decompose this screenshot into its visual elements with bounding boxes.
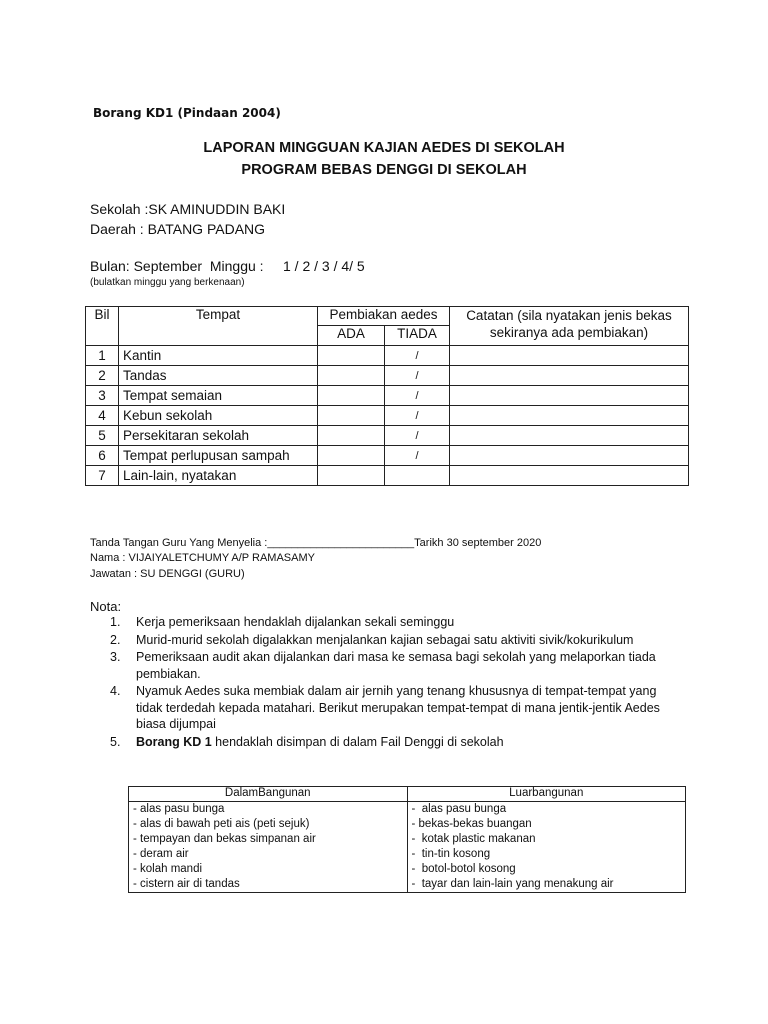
dalam-item: - tempayan dan bekas simpanan air — [133, 833, 316, 845]
row-catatan — [450, 406, 689, 426]
row-tiada: / — [385, 366, 450, 386]
form-code: Borang KD1 (Pindaan 2004) — [93, 106, 281, 120]
report-title: LAPORAN MINGGUAN KAJIAN AEDES DI SEKOLAH — [203, 140, 565, 156]
header-dalam-bangunan: DalamBangunan — [129, 787, 408, 802]
bulatkan-note: (bulatkan minggu yang berkenaan) — [90, 277, 245, 288]
nota-list — [110, 614, 680, 751]
header-bil: Bil — [86, 307, 119, 346]
row-catatan — [450, 386, 689, 406]
row-ada — [318, 346, 385, 366]
row-tempat: Tempat perlupusan sampah — [119, 446, 318, 466]
row-tiada: / — [385, 406, 450, 426]
luar-bangunan-list — [407, 802, 686, 893]
table-row — [86, 346, 689, 366]
nota-text-wrap — [136, 683, 680, 733]
dalam-bangunan-list — [129, 802, 408, 893]
row-catatan — [450, 426, 689, 446]
nota-number: 2. — [110, 632, 121, 647]
row-bil: 6 — [86, 446, 119, 466]
row-bil: 1 — [86, 346, 119, 366]
dalam-item: - deram air — [133, 848, 189, 860]
header-luar-bangunan: Luarbangunan — [407, 787, 686, 802]
daerah-field: Daerah : BATANG PADANG — [90, 221, 266, 237]
nota-text-wrap — [136, 632, 633, 649]
signature-line: Tanda Tangan Guru Yang Menyelia :________________________Tarikh 30 september 2020 — [90, 537, 542, 549]
nota-label: Nota: — [90, 599, 122, 614]
inspection-table — [85, 306, 689, 486]
row-bil: 5 — [86, 426, 119, 446]
table-row — [86, 466, 689, 486]
nota-text: Pemeriksaan audit akan dijalankan dari masa ke semasa bagi sekolah yang melaporkan tiada pembiakan. — [136, 650, 660, 681]
jawatan-field: Jawatan : SU DENGGI (GURU) — [90, 568, 245, 580]
row-ada — [318, 466, 385, 486]
row-tempat: Tandas — [119, 366, 318, 386]
luar-item: - bekas-bekas buangan — [411, 818, 532, 830]
row-bil: 7 — [86, 466, 119, 486]
luar-item: - botol-botol kosong — [411, 863, 516, 875]
row-ada — [318, 406, 385, 426]
row-tempat: Persekitaran sekolah — [119, 426, 318, 446]
nama-field: Nama : VIJAIYALETCHUMY A/P RAMASAMY — [90, 552, 315, 564]
nota-item — [110, 614, 680, 631]
row-tiada — [385, 466, 450, 486]
luar-item: - kotak plastic makanan — [411, 833, 536, 845]
header-catatan: Catatan (sila nyatakan jenis bekas sekiranya ada pembiakan) — [450, 307, 689, 346]
program-title: PROGRAM BEBAS DENGGI DI SEKOLAH — [241, 162, 527, 178]
nota-text: hendaklah disimpan di dalam Fail Denggi di sekolah — [211, 734, 504, 749]
row-catatan — [450, 466, 689, 486]
row-ada — [318, 426, 385, 446]
row-tiada: / — [385, 426, 450, 446]
row-ada — [318, 366, 385, 386]
row-bil: 4 — [86, 406, 119, 426]
nota-number: 1. — [110, 615, 121, 629]
nota-item — [110, 632, 680, 649]
nota-text: Kerja pemeriksaan hendaklah dijalankan sekali seminggu — [136, 615, 455, 629]
header-tempat: Tempat — [119, 307, 318, 346]
dalam-item: - cistern air di tandas — [133, 878, 240, 890]
nota-number: 3. — [110, 650, 121, 664]
row-ada — [318, 446, 385, 466]
row-catatan — [450, 346, 689, 366]
breeding-sites-table — [128, 786, 686, 893]
nota-text: Murid-murid sekolah digalakkan menjalankan kajian sebagai satu aktiviti sivik/kokurikulum — [136, 632, 634, 647]
row-ada — [318, 386, 385, 406]
row-bil: 3 — [86, 386, 119, 406]
row-bil: 2 — [86, 366, 119, 386]
nota-text-wrap — [136, 649, 680, 682]
nota-item — [110, 649, 680, 682]
luar-item: - alas pasu bunga — [411, 803, 507, 815]
table-row — [86, 366, 689, 386]
row-tiada: / — [385, 446, 450, 466]
table-row — [86, 386, 689, 406]
dalam-item: - kolah mandi — [133, 863, 203, 875]
header-pembiakan: Pembiakan aedes — [318, 307, 450, 326]
header-ada: ADA — [318, 326, 385, 346]
row-tempat: Tempat semaian — [119, 386, 318, 406]
nota-bold-text: Borang KD 1 — [136, 734, 212, 749]
nota-number: 4. — [110, 684, 121, 698]
header-tiada: TIADA — [385, 326, 450, 346]
luar-item: - tayar dan lain-lain yang menakung air — [411, 878, 614, 890]
row-tiada: / — [385, 346, 450, 366]
row-tempat: Lain-lain, nyatakan — [119, 466, 318, 486]
luar-item: - tin-tin kosong — [411, 848, 491, 860]
nota-item — [110, 734, 680, 751]
row-tempat: Kebun sekolah — [119, 406, 318, 426]
dalam-item: - alas di bawah peti ais (peti sejuk) — [133, 818, 310, 830]
nota-number: 5. — [110, 734, 121, 749]
sekolah-field: Sekolah :SK AMINUDDIN BAKI — [90, 201, 286, 217]
nota-text-wrap — [136, 614, 454, 631]
nota-item — [110, 683, 680, 733]
row-tempat: Kantin — [119, 346, 318, 366]
nota-text-wrap — [136, 734, 504, 751]
row-tiada: / — [385, 386, 450, 406]
table-row — [86, 406, 689, 426]
bulan-minggu-field: Bulan: September Minggu : 1 / 2 / 3 / 4/ 5 — [90, 258, 365, 274]
dalam-item: - alas pasu bunga — [133, 803, 225, 815]
row-catatan — [450, 446, 689, 466]
table-row — [86, 426, 689, 446]
table-row — [86, 446, 689, 466]
row-catatan — [450, 366, 689, 386]
nota-text: Nyamuk Aedes suka membiak dalam air jernih yang tenang khususnya di tempat-tempat yang tidak terdedah kepada matahari. Berikut merupakan tempat-tempat di mana jentik-jentik Aedes biasa dijumpai — [136, 684, 664, 731]
